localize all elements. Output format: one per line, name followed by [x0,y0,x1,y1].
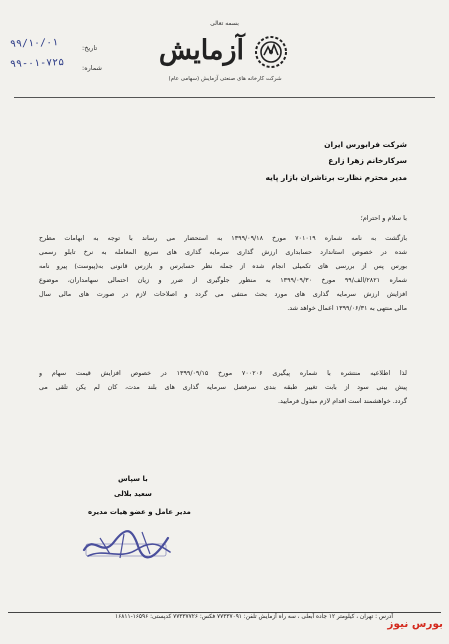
company-full-name: شرکت کارخانه های صنعتی آزمایش (سهامی عام) [168,76,282,82]
basmala: بسمه تعالی [210,20,239,27]
logo-wordmark: آزمایش [158,35,244,66]
number-label: شماره: [82,64,102,72]
company-stamp-signature [80,520,172,566]
footer-address: آدرس : تهران ، کیلومتر ۱۲ جاده آبعلی ، سه راه آزمایش تلفن: ۷۷۳۳۷۰۹۱ فکس: ۷۷۳۳۷۷۲۶ کدپستی: ۱۶۵۹۶-۱۶۸۱۱ [115,614,393,620]
greeting: با سلام و احترام؛ [360,214,407,222]
closing-phrase: با سپاس [118,475,148,483]
body-paragraph-1 [39,231,407,315]
footer-divider [8,612,441,613]
paragraph-line: شده در خصوص استاندارد حسابداری ارزش گذاری سرمایه گذاری های سریع المعامله به نرخ تابلو رسمی [39,248,407,256]
paragraph-line: لذا اطلاعیه منتشره با شماره پیگیری ۷۰۰۲۰۶ مورخ ۱۳۹۹/۰۹/۱۵ در خصوص افزایش قیمت سهام و [39,369,407,377]
paragraph-line: افزایش ارزش سرمایه گذاری های مورد بحث منتفی می گردد و اصلاحات لازم در صورت های مالی سال [39,290,407,298]
gear-emblem-icon [254,35,288,69]
date-label: تاریخ: [82,44,98,52]
signatory-title: مدیر عامل و عضو هیات مدیره [88,508,191,516]
addressee-person: سرکارخانم زهرا زارع [328,156,407,165]
date-value: ۹۹/۱۰/۰۱ [9,37,59,50]
body-paragraph-2 [39,366,407,408]
letter-number-value: ۹۹-۰۱-۷۲۵ [9,57,65,70]
paragraph-line: مالی منتهی به ۱۳۹۹/۰۶/۳۱ اعمال خواهد شد. [287,304,407,312]
paragraph-line: گردد. خواهشمند است اقدام لازم مبذول فرمایید. [277,397,407,405]
header-divider [14,97,435,98]
news-watermark: بورس نیوز [387,618,443,630]
paragraph-line: بازگشت به نامه شماره ۷۰۱۰۱۹ مورخ ۱۳۹۹/۰۹/۱۸ به استحضار می رساند با توجه به ابهامات مطرح [39,234,407,242]
paragraph-line: پیش بینی سود از بابت تغییر طبقه بندی سرفصل سرمایه گذاری های بلند مدت، کان لم یکن تلقی می [39,383,407,391]
paragraph-line: بورس پس از بررسی های تکمیلی انجام شده از جمله نظر حسابرس و بازرس قانونی به(پیوست) پیرو نامه [39,262,407,270]
paragraph-line: شماره ۲۸۲۱/الف/۹۹ مورخ ۱۳۹۹/۰۹/۳۰ به منظور جلوگیری از ضرر و زیان احتمالی سهامداران، موضوع [39,276,407,284]
signatory-name: سعید بلالی [114,490,152,498]
addressee-organization: شرکت فرابورس ایران [324,140,407,149]
company-logo [150,32,290,72]
addressee-title: مدیر محترم نظارت برناشران بازار پایه [265,173,407,182]
